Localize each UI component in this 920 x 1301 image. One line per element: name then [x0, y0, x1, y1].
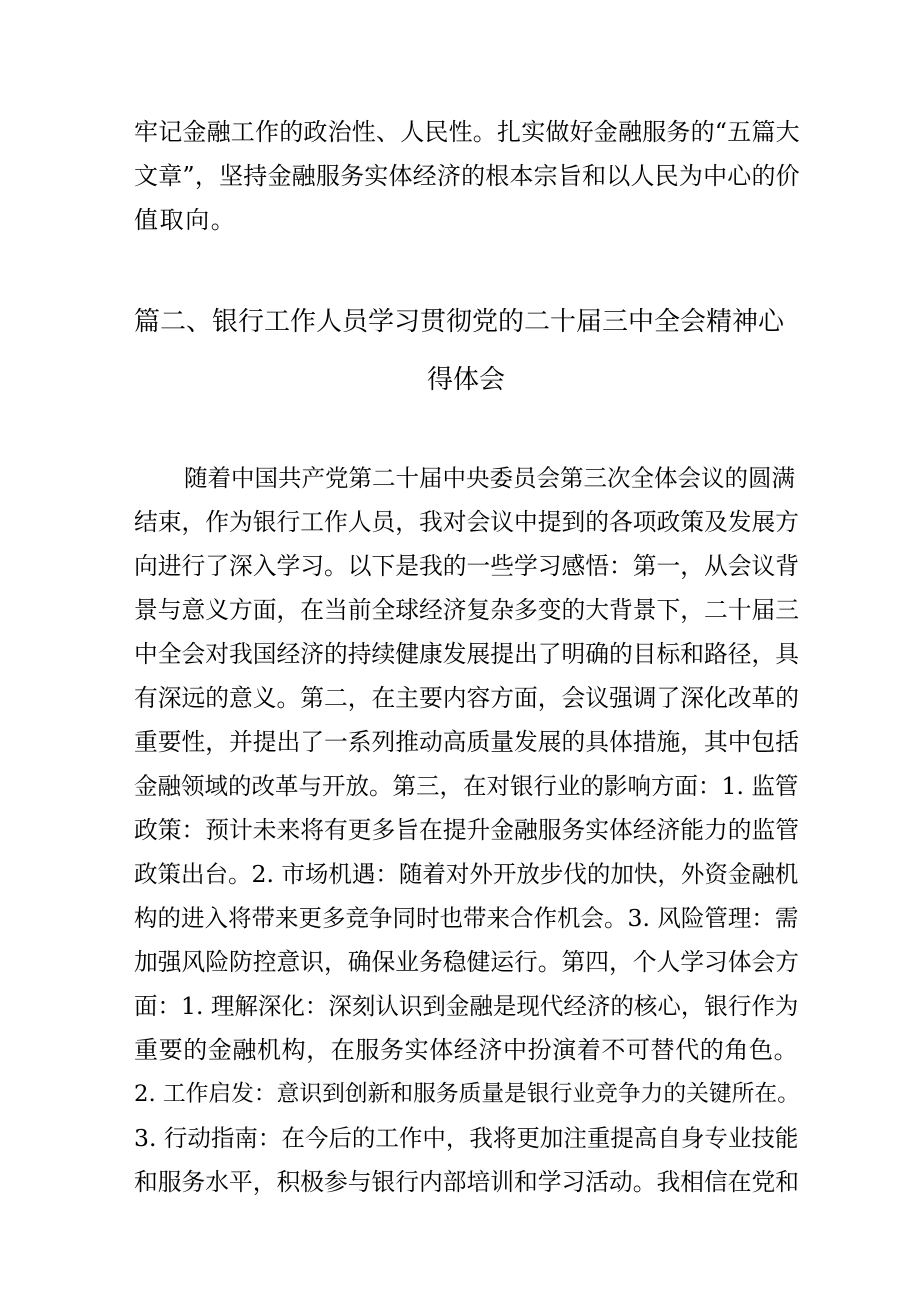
body-line-6: 有深远的意义。第二，在主要内容方面，会议强调了深化改革的: [134, 684, 800, 712]
body-line-2: 结束，作为银行工作人员，我对会议中提到的各项政策及发展方: [134, 508, 800, 536]
intro-line-3: 值取向。: [134, 206, 237, 234]
body-line-15: 2. 工作启发：意识到创新和服务质量是银行业竞争力的关键所在。: [134, 1081, 800, 1107]
body-line-8: 金融领域的改革与开放。第三，在对银行业的影响方面：1. 监管: [134, 772, 799, 800]
body-line-9: 政策：预计未来将有更多旨在提升金融服务实体经济能力的监管: [134, 816, 800, 844]
intro-line-2: 文章”，坚持金融服务实体经济的根本宗旨和以人民为中心的价: [134, 162, 800, 190]
body-line-3: 向进行了深入学习。以下是我的一些学习感悟：第一，从会议背: [134, 552, 800, 580]
body-line-11: 构的进入将带来更多竞争同时也带来合作机会。3. 风险管理：需: [134, 904, 799, 932]
body-line-13: 面：1. 理解深化：深刻认识到金融是现代经济的核心，银行作为: [134, 992, 799, 1020]
body-line-12: 加强风险防控意识，确保业务稳健运行。第四，个人学习体会方: [134, 948, 800, 976]
body-line-10: 政策出台。2. 市场机遇：随着对外开放步伐的加快，外资金融机: [134, 860, 799, 888]
intro-line-1: 牢记金融工作的政治性、人民性。扎实做好金融服务的“五篇大: [134, 118, 800, 146]
body-line-16: 3. 行动指南：在今后的工作中，我将更加注重提高自身专业技能: [134, 1124, 799, 1152]
body-line-1: 随着中国共产党第二十届中央委员会第三次全体会议的圆满: [184, 464, 795, 492]
body-line-17: 和服务水平，积极参与银行内部培训和学习活动。我相信在党和: [134, 1168, 800, 1196]
body-line-14: 重要的金融机构，在服务实体经济中扮演着不可替代的角色。: [134, 1036, 799, 1064]
body-line-5: 中全会对我国经济的持续健康发展提出了明确的目标和路径，具: [134, 640, 800, 668]
section-title-line-1: 篇二、银行工作人员学习贯彻党的二十届三中全会精神心: [134, 307, 785, 337]
body-line-4: 景与意义方面，在当前全球经济复杂多变的大背景下，二十届三: [134, 596, 800, 624]
section-title-line-2: 得体会: [427, 365, 506, 395]
body-line-7: 重要性，并提出了一系列推动高质量发展的具体措施，其中包括: [134, 728, 800, 756]
